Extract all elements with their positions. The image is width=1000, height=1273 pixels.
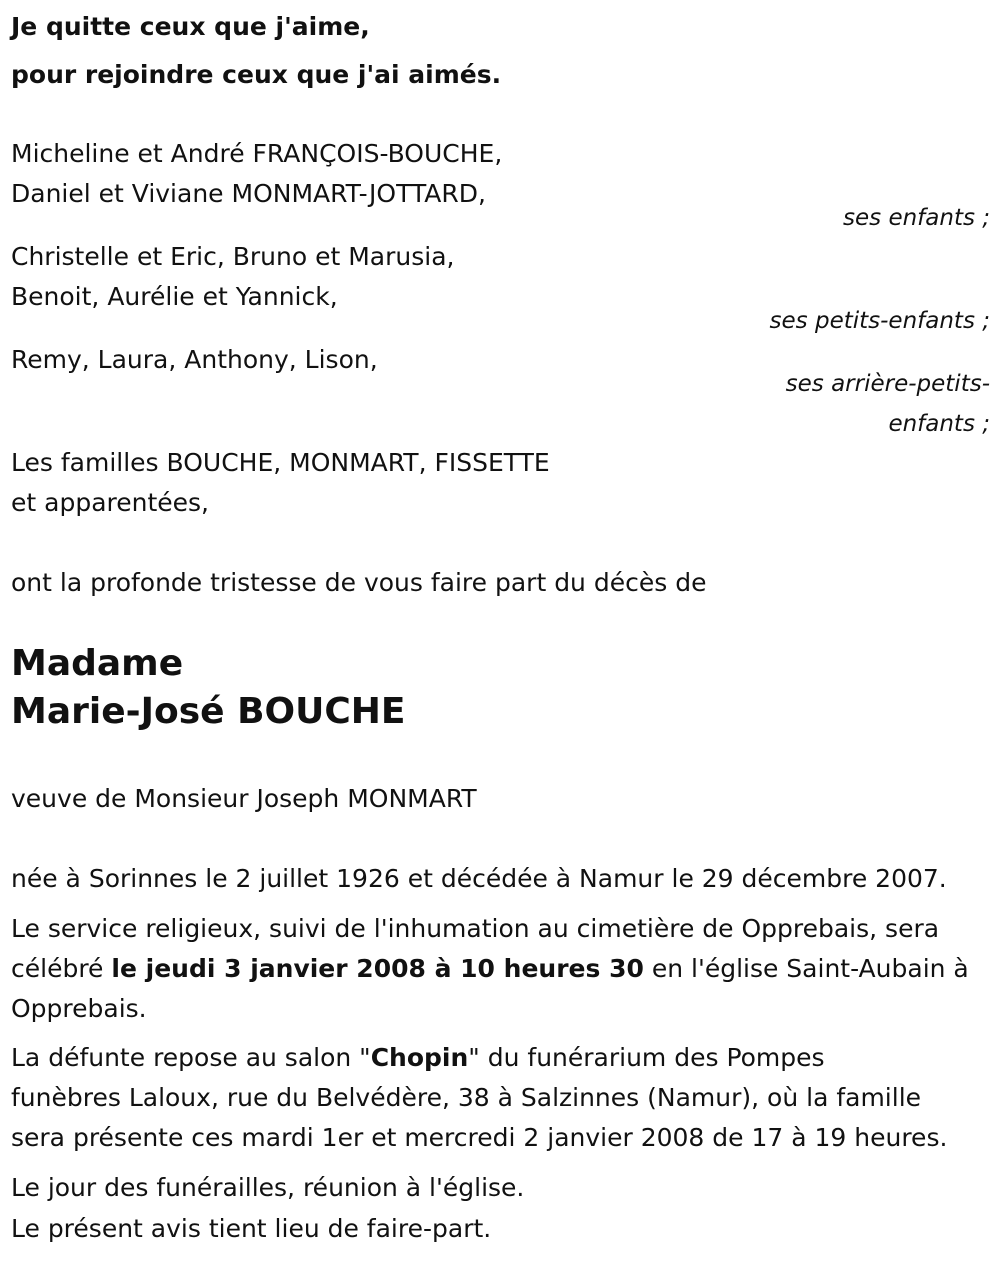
visitation-line-3: sera présente ces mardi 1er et mercredi 2 janvier 2008 de 17 à 19 heures. bbox=[11, 1123, 948, 1152]
grandchildren-role: ses petits-enfants ; bbox=[769, 308, 990, 334]
families-line-2: et apparentées, bbox=[11, 488, 209, 517]
children-role: ses enfants ; bbox=[843, 205, 990, 231]
funeral-day: Le jour des funérailles, réunion à l'église. bbox=[11, 1173, 525, 1202]
children-line-2: Daniel et Viviane MONMART-JOTTARD, bbox=[11, 179, 486, 208]
great-grandchildren-line-1: Remy, Laura, Anthony, Lison, bbox=[11, 345, 378, 374]
epigraph-line-1: Je quitte ceux que j'aime, bbox=[11, 12, 370, 41]
children-line-1: Micheline et André FRANÇOIS-BOUCHE, bbox=[11, 139, 503, 168]
families-line-1: Les familles BOUCHE, MONMART, FISSETTE bbox=[11, 448, 550, 477]
visitation-line-1 bbox=[11, 1038, 825, 1078]
epigraph-line-2: pour rejoindre ceux que j'ai aimés. bbox=[11, 60, 502, 89]
deceased-name: Marie-José BOUCHE bbox=[11, 691, 406, 732]
service-line-3: Opprebais. bbox=[11, 994, 147, 1023]
birth-death: née à Sorinnes le 2 juillet 1926 et décédée à Namur le 29 décembre 2007. bbox=[11, 864, 947, 893]
visitation-line-2: funèbres Laloux, rue du Belvédère, 38 à Salzinnes (Namur), où la famille bbox=[11, 1083, 922, 1112]
service-line-2-end: en l'église Saint-Aubain à bbox=[643, 954, 969, 983]
visitation-line-1-end: " du funérarium des Pompes bbox=[468, 1043, 825, 1072]
service-line-2 bbox=[11, 949, 969, 989]
announcement-text: ont la profonde tristesse de vous faire part du décès de bbox=[11, 568, 707, 597]
service-line-1: Le service religieux, suivi de l'inhumation au cimetière de Opprebais, sera bbox=[11, 914, 940, 943]
great-grandchildren-role-2: enfants ; bbox=[888, 411, 990, 437]
visitation-line-1-start: La défunte repose au salon " bbox=[11, 1043, 371, 1072]
salon-name: Chopin bbox=[370, 1043, 469, 1072]
service-date: le jeudi 3 janvier 2008 à 10 heures 30 bbox=[111, 954, 644, 983]
closing-note: Le présent avis tient lieu de faire-part. bbox=[11, 1214, 492, 1243]
grandchildren-line-2: Benoit, Aurélie et Yannick, bbox=[11, 282, 338, 311]
service-line-2-start: célébré bbox=[11, 954, 112, 983]
grandchildren-line-1: Christelle et Eric, Bruno et Marusia, bbox=[11, 242, 455, 271]
great-grandchildren-role-1: ses arrière-petits- bbox=[785, 371, 990, 397]
deceased-title: Madame bbox=[11, 643, 184, 684]
widow-of: veuve de Monsieur Joseph MONMART bbox=[11, 784, 477, 813]
